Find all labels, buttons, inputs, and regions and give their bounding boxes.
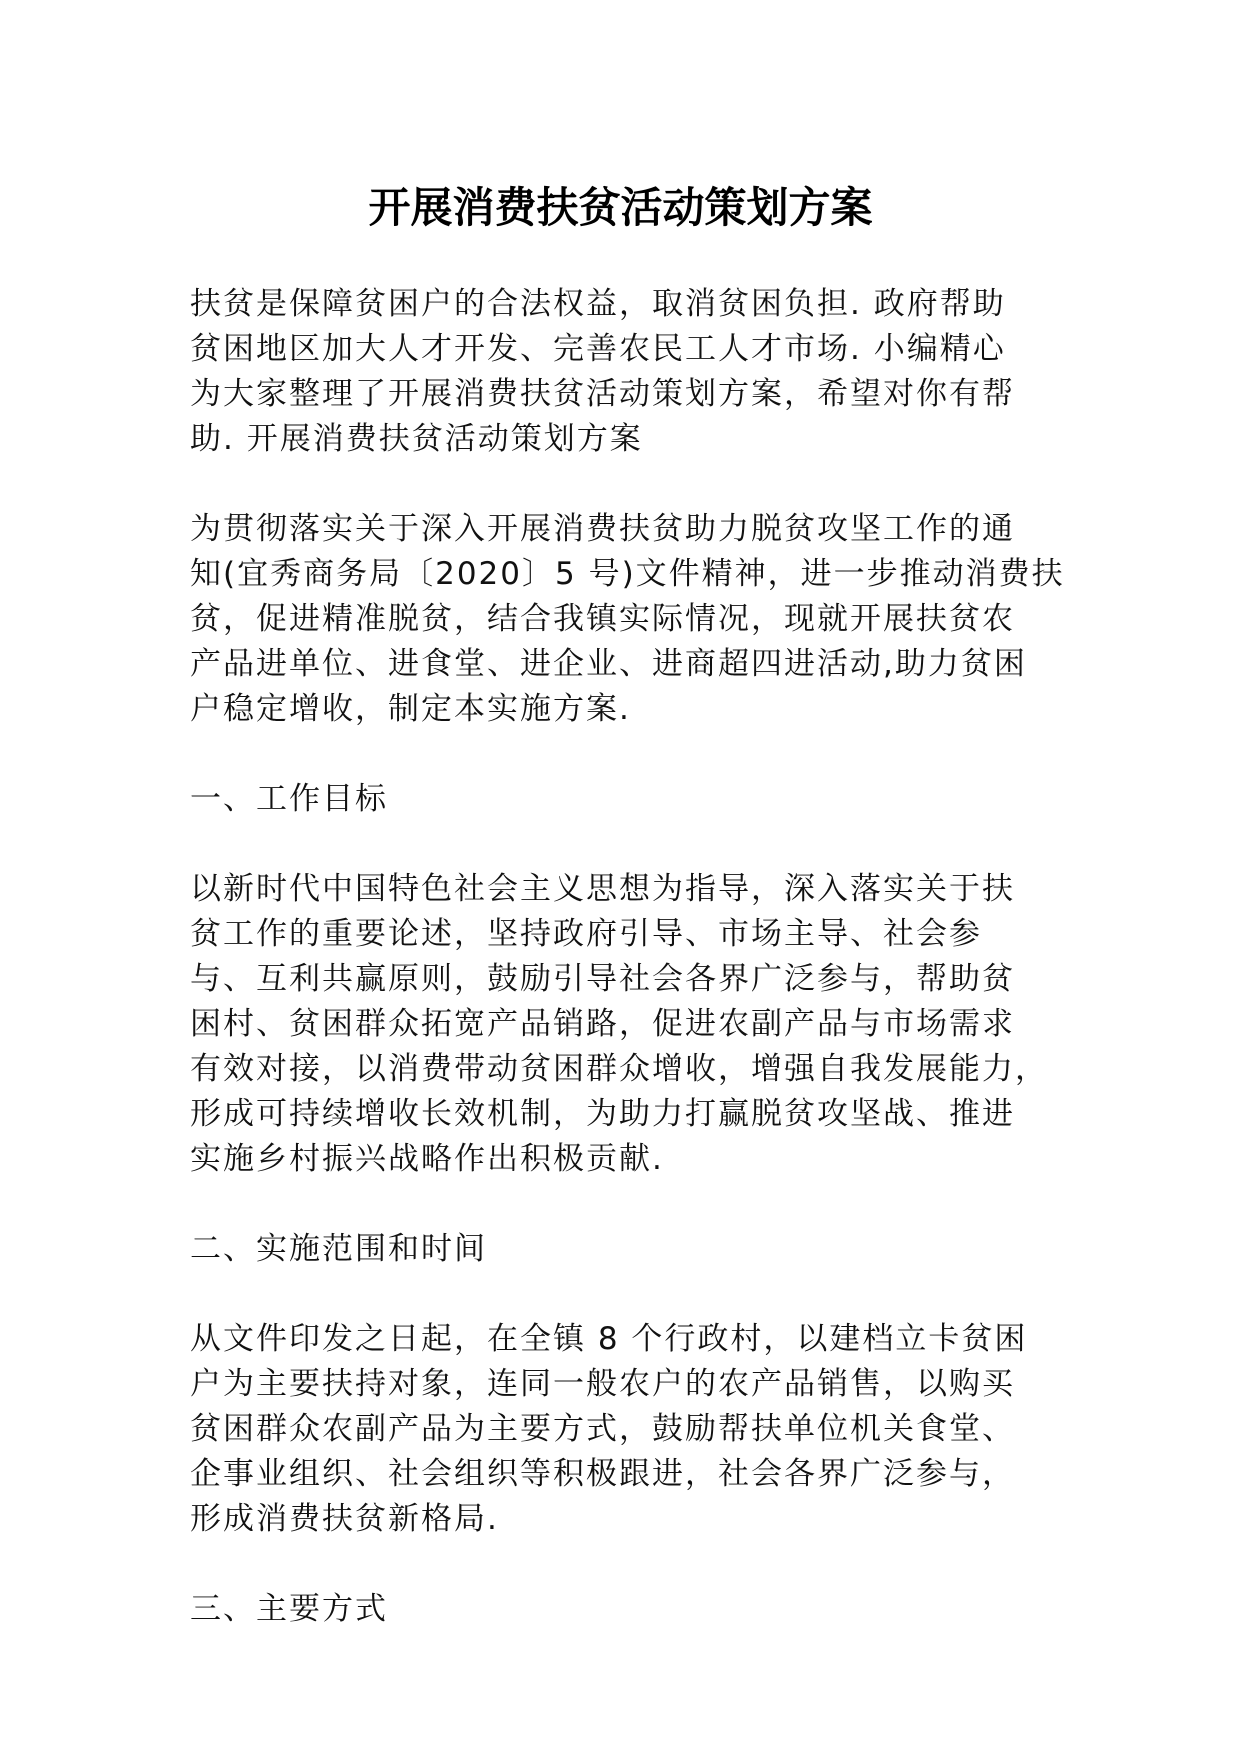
text-line: 户为主要扶持对象，连同一般农户的农产品销售，以购买 xyxy=(190,1366,1015,1402)
text-line: 与、互利共赢原则，鼓励引导社会各界广泛参与，帮助贫 xyxy=(190,961,1015,997)
text-line: 助. 开展消费扶贫活动策划方案 xyxy=(190,421,643,457)
paragraph-spacer xyxy=(190,1182,1050,1227)
scope-paragraph xyxy=(190,1317,1050,1542)
text-line: 扶贫是保障贫困户的合法权益，取消贫困负担. 政府帮助 xyxy=(190,286,1006,322)
section-heading: 三、主要方式 xyxy=(190,1591,388,1627)
text-line: 企事业组织、社会组织等积极跟进，社会各界广泛参与， xyxy=(190,1456,1015,1492)
section-heading-methods xyxy=(190,1587,1050,1632)
text-line: 贫工作的重要论述，坚持政府引导、市场主导、社会参 xyxy=(190,916,982,952)
text-line: 形成消费扶贫新格局. xyxy=(190,1501,499,1537)
section-heading-scope xyxy=(190,1227,1050,1272)
background-paragraph xyxy=(190,507,1065,732)
text-line: 产品进单位、进食堂、进企业、进商超四进活动,助力贫困 xyxy=(190,646,1027,682)
section-heading-goals xyxy=(190,777,1050,822)
document-body xyxy=(190,282,1065,1632)
paragraph-spacer xyxy=(190,462,1050,507)
page-title: 开展消费扶贫活动策划方案 xyxy=(368,183,873,232)
section-heading: 二、实施范围和时间 xyxy=(190,1231,487,1267)
text-line: 知(宜秀商务局〔2020〕5 号)文件精神，进一步推动消费扶 xyxy=(190,556,1065,592)
text-line: 贫困群众农副产品为主要方式，鼓励帮扶单位机关食堂、 xyxy=(190,1411,1015,1447)
text-line: 贫困地区加大人才开发、完善农民工人才市场. 小编精心 xyxy=(190,331,1006,367)
text-line: 贫，促进精准脱贫，结合我镇实际情况，现就开展扶贫农 xyxy=(190,601,1015,637)
paragraph-spacer xyxy=(190,1542,1050,1587)
text-line: 以新时代中国特色社会主义思想为指导，深入落实关于扶 xyxy=(190,871,1015,907)
paragraph-spacer xyxy=(190,732,1050,777)
goals-paragraph xyxy=(190,867,1050,1182)
text-line: 困村、贫困群众拓宽产品销路，促进农副产品与市场需求 xyxy=(190,1006,1015,1042)
text-line: 实施乡村振兴战略作出积极贡献. xyxy=(190,1141,664,1177)
intro-paragraph xyxy=(190,282,1050,462)
text-line: 户稳定增收，制定本实施方案. xyxy=(190,691,631,727)
paragraph-spacer xyxy=(190,1272,1050,1317)
text-line: 为大家整理了开展消费扶贫活动策划方案，希望对你有帮 xyxy=(190,376,1015,412)
text-line: 为贯彻落实关于深入开展消费扶贫助力脱贫攻坚工作的通 xyxy=(190,511,1015,547)
section-heading: 一、工作目标 xyxy=(190,781,388,817)
text-line: 从文件印发之日起，在全镇 8 个行政村，以建档立卡贫困 xyxy=(190,1321,1028,1357)
text-line: 有效对接，以消费带动贫困群众增收，增强自我发展能力， xyxy=(190,1051,1048,1087)
paragraph-spacer xyxy=(190,822,1050,867)
text-line: 形成可持续增收长效机制，为助力打赢脱贫攻坚战、推进 xyxy=(190,1096,1015,1132)
